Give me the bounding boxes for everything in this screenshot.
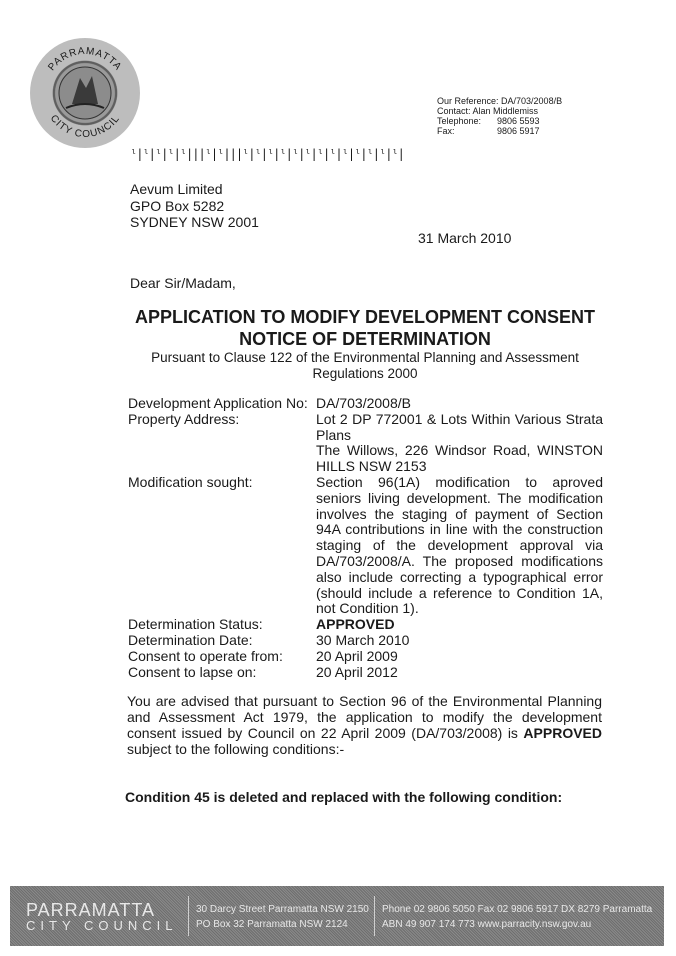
footer-address [196, 902, 369, 932]
footer-abn-line: ABN 49 907 174 773 www.parracity.nsw.gov.au [382, 919, 592, 930]
determination-date-label: Determination Date: [128, 631, 253, 648]
field-row-property [128, 412, 603, 475]
letterhead-footer [10, 886, 664, 946]
recipient-line-2: GPO Box 5282 [130, 197, 225, 214]
field-row-da [128, 396, 603, 412]
our-reference: Our Reference: DA/703/2008/B [437, 96, 563, 106]
seal-emblem-icon [30, 38, 140, 148]
modification-value: Section 96(1A) modification to aproved seniors living development. The modification involves the staging of payment of Section 94A contributions in line with the construction staging of the development approval via DA/703/2008/A. The proposed modifications also include correcting a typographical error (should include a reference to Condition 1A, not Condition 1). [316, 473, 603, 617]
recipient-line-3: SYDNEY NSW 2001 [130, 214, 259, 230]
council-seal-logo [30, 38, 140, 148]
footer-divider [374, 896, 375, 936]
property-value-line-1: Lot 2 DP 772001 & Lots Within Various Strata Plans [316, 410, 603, 443]
seal-ring-bottom-text: CITY COUNCIL [47, 113, 123, 141]
telephone-value: 9806 5593 [497, 116, 540, 126]
postal-barcode: ˡ|ˡ|ˡ|ˡ|ˡ|||ˡ|ˡ|||ˡ|ˡ|ˡ|ˡ|ˡ|ˡ|ˡ|ˡ|ˡ|ˡ|ˡ|ˡ|ˡ| [130, 147, 404, 161]
status-label: Determination Status: [128, 616, 263, 633]
lapse-value: 20 April 2012 [316, 663, 398, 680]
salutation: Dear Sir/Madam, [130, 275, 236, 291]
field-row-operate [128, 649, 603, 665]
da-label: Development Application No: [128, 395, 308, 411]
footer-divider [188, 896, 189, 936]
footer-street: 30 Darcy Street Parramatta NSW 2150 [196, 904, 369, 915]
da-value: DA/703/2008/B [316, 395, 411, 411]
contact-name: Contact: Alan Middlemiss [437, 106, 539, 116]
footer-brand-line-2: CITY COUNCIL [26, 918, 178, 933]
advised-text-part-2: subject to the following conditions:- [127, 741, 345, 757]
seal-ring-top-text: PARRAMATTA [46, 45, 124, 74]
determination-fields [128, 396, 603, 680]
advised-paragraph [127, 693, 602, 757]
fax-value: 9806 5917 [497, 126, 540, 136]
status-value: APPROVED [316, 616, 395, 633]
lapse-label: Consent to lapse on: [128, 663, 257, 680]
footer-phone-line: Phone 02 9806 5050 Fax 02 9806 5917 DX 8279 Parramatta [382, 904, 653, 915]
title-line-2: NOTICE OF DETERMINATION [239, 329, 491, 349]
fax-row [437, 126, 562, 136]
recipient-line-1: Aevum Limited [130, 181, 223, 197]
telephone-row [437, 116, 562, 126]
operate-value: 20 April 2009 [316, 647, 398, 664]
footer-contact [382, 902, 652, 932]
operate-label: Consent to operate from: [128, 647, 283, 664]
footer-po-box: PO Box 32 Parramatta NSW 2124 [196, 919, 348, 930]
property-value [316, 412, 603, 475]
field-row-lapse [128, 665, 603, 681]
fax-label: Fax: [437, 126, 455, 136]
recipient-address [130, 181, 259, 231]
field-row-status [128, 617, 603, 633]
title-line-1: APPLICATION TO MODIFY DEVELOPMENT CONSENT [134, 307, 596, 327]
advised-text-part-1: You are advised that pursuant to Section 96 of the Environmental Planning and Assessment Act 1979, the application to modify the development consent issued by Council on 22 April 2009 (DA/703/2008) is [127, 693, 602, 741]
property-label: Property Address: [128, 410, 240, 427]
modification-label: Modification sought: [128, 473, 253, 490]
telephone-label: Telephone: [437, 116, 482, 126]
letter-date: 31 March 2010 [418, 230, 512, 246]
footer-brand [26, 902, 178, 934]
property-value-line-2: The Willows, 226 Windsor Road, WINSTON HILLS NSW 2153 [316, 442, 603, 475]
field-row-determination-date [128, 633, 603, 649]
condition-heading: Condition 45 is deleted and replaced with the following condition: [125, 789, 563, 805]
reference-block [437, 96, 562, 136]
pursuant-subtitle: Pursuant to Clause 122 of the Environmental Planning and Assessment Regulations 2000 [151, 350, 579, 381]
advised-approved: APPROVED [523, 725, 602, 741]
field-row-modification [128, 475, 603, 617]
footer-brand-line-1: PARRAMATTA [26, 900, 156, 920]
determination-date-value: 30 March 2010 [316, 631, 410, 648]
